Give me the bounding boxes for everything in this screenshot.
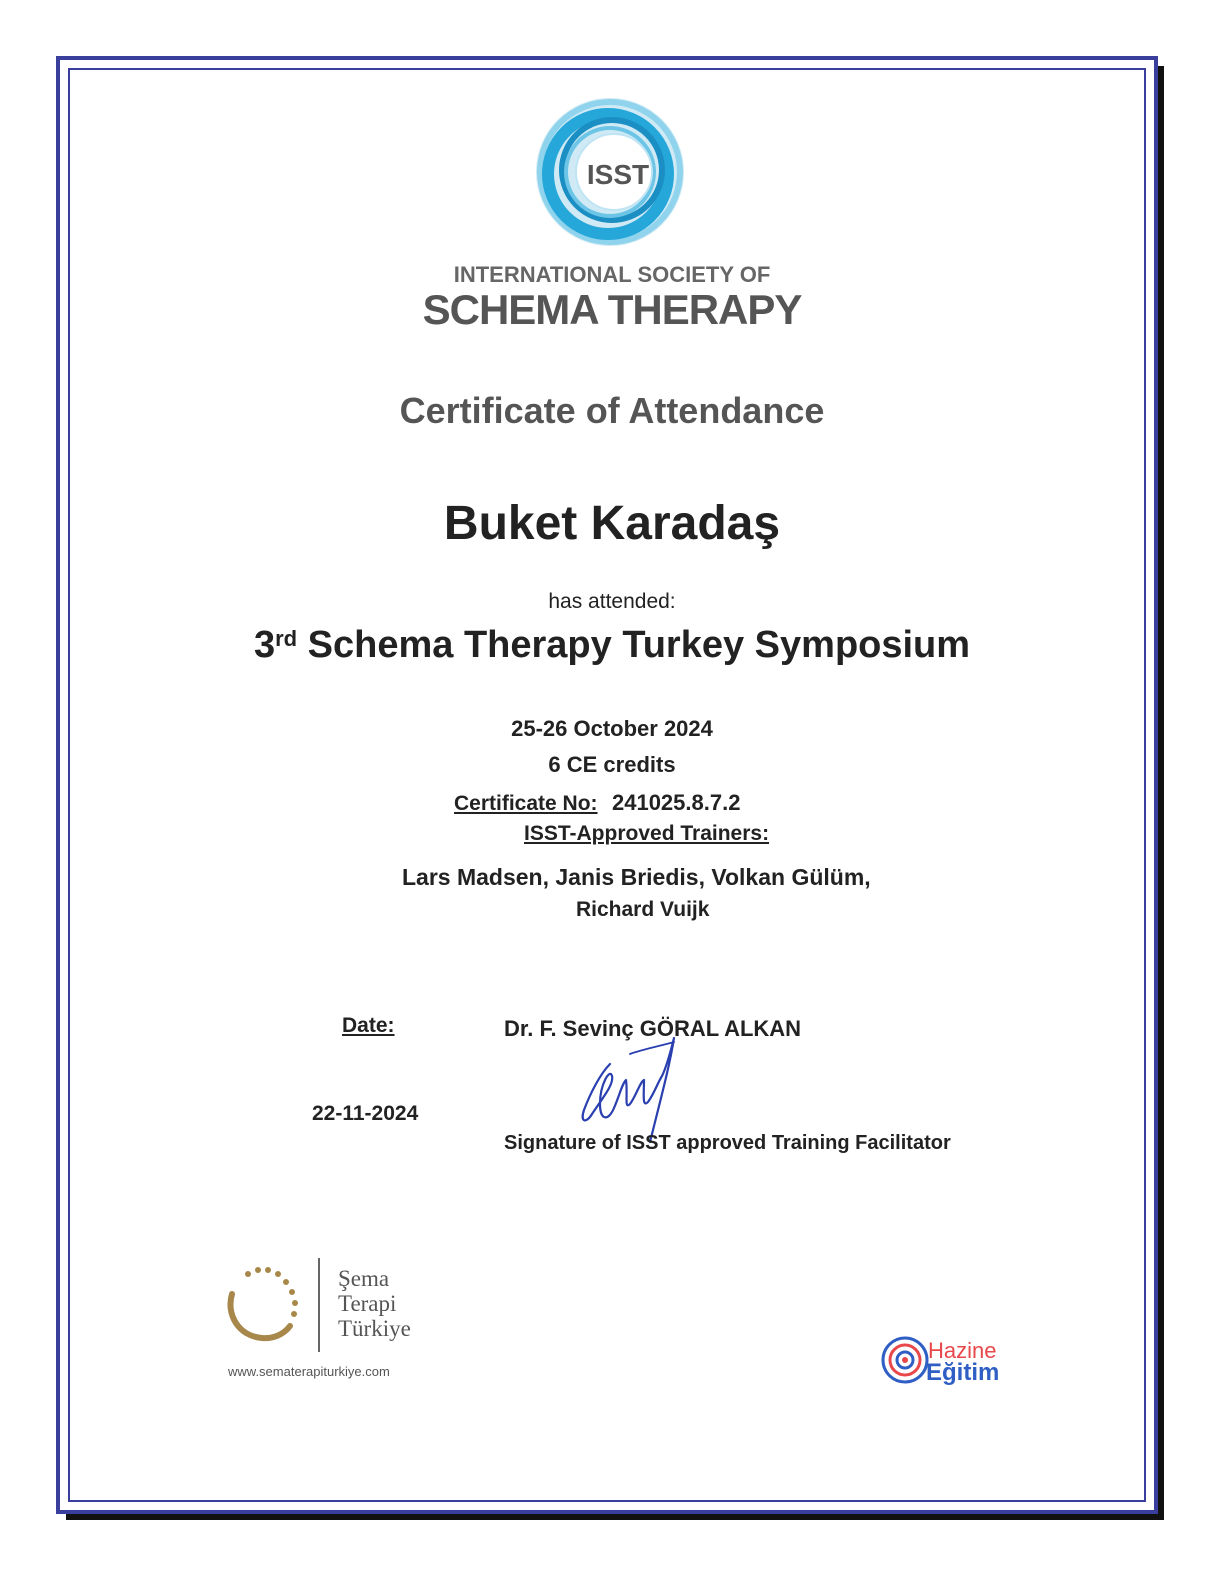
hazine-word: Hazine — [928, 1338, 997, 1363]
org-name-line1: INTERNATIONAL SOCIETY OF — [453, 262, 771, 287]
trainers-line2: Richard Vuijk — [576, 898, 710, 921]
certificate-title: Certificate of Attendance — [399, 390, 825, 431]
isst-logo — [532, 94, 688, 250]
recipient-name: Buket Karadaş — [443, 497, 781, 550]
sema-line3: Türkiye — [338, 1316, 411, 1341]
sema-website: www.sematerapiturkiye.com — [228, 1364, 390, 1379]
attended-label: has attended: — [548, 590, 676, 613]
certificate-number: 241025.8.7.2 — [611, 790, 741, 815]
event-title — [0, 624, 1224, 667]
hazine-logo-mark — [880, 1334, 930, 1386]
sema-line2: Terapi — [338, 1291, 397, 1316]
event-name: Schema Therapy Turkey Symposium — [307, 624, 971, 666]
sema-line1: Şema — [338, 1266, 390, 1291]
date-value: 22-11-2024 — [312, 1102, 419, 1125]
sema-logo-wordmark — [338, 1266, 411, 1341]
org-name-line2: SCHEMA THERAPY — [422, 286, 802, 333]
sema-logo-divider — [318, 1258, 320, 1352]
event-ordinal-number: 3 — [253, 624, 276, 666]
certificate-number-label: Certificate No: — [454, 792, 598, 815]
signature-caption: Signature of ISST approved Training Facilitator — [504, 1132, 951, 1154]
date-label: Date: — [342, 1014, 395, 1037]
signer-name: Dr. F. Sevinç GÖRAL ALKAN — [504, 1016, 802, 1041]
trainers-label: ISST-Approved Trainers: — [524, 822, 770, 845]
isst-badge-text: ISST — [586, 159, 650, 190]
certificate-number-row — [454, 790, 740, 816]
egitim-word: Eğitim — [926, 1359, 1000, 1386]
event-ordinal-suffix: rd — [275, 626, 298, 651]
trainers-line1: Lars Madsen, Janis Briedis, Volkan Gülüm, — [402, 864, 871, 890]
event-dates: 25-26 October 2024 — [511, 716, 713, 741]
ce-credits: 6 CE credits — [548, 752, 676, 777]
sema-terapi-logo-mark — [222, 1262, 308, 1348]
